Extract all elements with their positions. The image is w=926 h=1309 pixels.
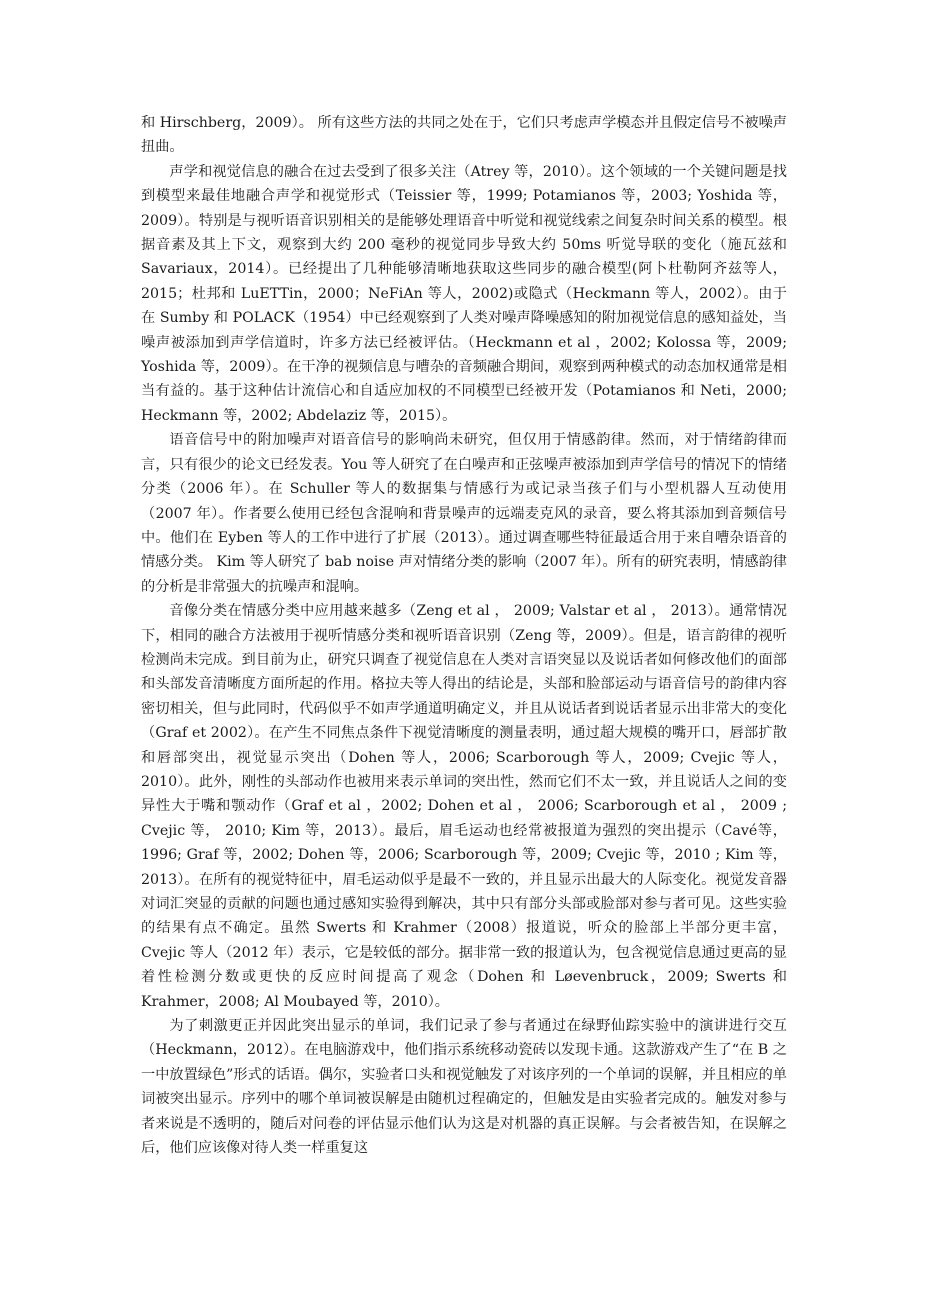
paragraph-3: 语音信号中的附加噪声对语音信号的影响尚未研究，但仅用于情感韵律。然而，对于情绪韵律而言，只有很少的论文已经发表。You 等人研究了在白噪声和正弦噪声被添加到声学信号的情况下的情绪分类（2006 年）。在 Schuller 等人的数据集与情感行为或记录当孩子们与小型机器人互动使用（2007 年）。作者要么使用已经包含混响和背景噪声的远端麦克风的录音，要么将其添加到音频信号中。他们在 Eyben 等人的工作中进行了扩展（2013）。通过调查哪些特征最适合用于来自嘈杂语音的情感分类。 Kim 等人研究了 bab noise 声对情绪分类的影响（2007 年）。所有的研究表明，情感韵律的分析是非常强大的抗噪声和混响。 <box>141 432 787 595</box>
paragraph-4: 音像分类在情感分类中应用越来越多（Zeng et al ， 2009; Valstar et al ， 2013）。通常情况下，相同的融合方法被用于视听情感分类和视听语音识别（Zeng 等，2009）。但是，语言韵律的视听检测尚未完成。到目前为止，研究只调查了视觉信息在人类对言语突显以及说话者如何修改他们的面部和头部发音清晰度方面所起的作用。格拉夫等人得出的结论是，头部和脸部运动与语音信号的韵律内容密切相关，但与此同时，代码似乎不如声学通道明确定义，并且从说话者到说话者显示出非常大的变化（Graf et 2002）。在产生不同焦点条件下视觉清晰度的测量表明，通过超大规模的嘴开口，唇部扩散和唇部突出，视觉显示突出（Dohen 等人，2006; Scarborough 等人，2009; Cvejic 等人， 2010）。此外，刚性的头部动作也被用来表示单词的突出性，然而它们不太一致，并且说话人之间的变异性大于嘴和颚动作（Graf et al ，2002; Dohen et al ， 2006; Scarborough et al ， 2009 ; Cvejic 等， 2010; Kim 等，2013）。最后，眉毛运动也经常被报道为强烈的突出提示（Cavé等，1996; Graf 等，2002; Dohen 等，2006; Scarborough 等，2009; Cvejic 等，2010 ; Kim 等，2013）。在所有的视觉特征中，眉毛运动似乎是最不一致的，并且显示出最大的人际变化。视觉发音器对词汇突显的贡献的问题也通过感知实验得到解决，其中只有部分头部或脸部对参与者可见。这些实验的结果有点不确定。虽然 Swerts 和 Krahmer（2008）报道说，听众的脸部上半部分更丰富，Cvejic 等人（2012 年）表示，它是较低的部分。据非常一致的报道认为，包含视觉信息通过更高的显着性检测分数或更快的反应时间提高了观念（Dohen 和 Løevenbruck，2009; Swerts 和 Krahmer，2008; Al Moubayed 等，2010）。 <box>141 603 787 1010</box>
paragraph-2: 声学和视觉信息的融合在过去受到了很多关注（Atrey 等，2010）。这个领域的一个关键问题是找到模型来最佳地融合声学和视觉形式（Teissier 等，1999; Potamianos 等，2003; Yoshida 等，2009）。特别是与视听语音识别相关的是能够处理语音中听觉和视觉线索之间复杂时间关系的模型。根据音素及其上下文，观察到大约 200 毫秒的视觉同步导致大约 50ms 听觉导联的变化（施瓦兹和 Savariaux，2014）。已经提出了几种能够清晰地获取这些同步的融合模型(阿卜杜勒阿齐兹等人，2015；杜邦和 LuETTin，2000；NeFiAn 等人，2002)或隐式（Heckmann 等人，2002）。由于在 Sumby 和 POLACK（1954）中已经观察到了人类对噪声降噪感知的附加视觉信息的感知益处，当噪声被添加到声学信道时，许多方法已经被评估。（Heckmann et al ，2002; Kolossa 等，2009; Yoshida 等，2009）。在干净的视频信息与嘈杂的音频融合期间，观察到两种模式的动态加权通常是相当有益的。基于这种估计流信心和自适应加权的不同模型已经被开发（Potamianos 和 Neti，2000; Heckmann 等，2002; Abdelaziz 等，2015）。 <box>141 163 787 424</box>
paragraph-5: 为了刺激更正并因此突出显示的单词，我们记录了参与者通过在绿野仙踪实验中的演讲进行交互（Heckmann，2012）。在电脑游戏中，他们指示系统移动瓷砖以发现卡通。这款游戏产生了“在 B 之一中放置绿色”形式的话语。偶尔，实验者口头和视觉触发了对该序列的一个单词的误解，并且相应的单词被突出显示。序列中的哪个单词被误解是由随机过程确定的，但触发是由实验者完成的。触发对参与者来说是不透明的，随后对问卷的评估显示他们认为这是对机器的真正误解。与会者被告知，在误解之后，他们应该像对待人类一样重复这 <box>141 1018 787 1157</box>
body-text <box>141 111 787 1160</box>
paragraph-1: 和 Hirschberg，2009）。 所有这些方法的共同之处在于，它们只考虑声学模态并且假定信号不被噪声扭曲。 <box>141 115 787 156</box>
